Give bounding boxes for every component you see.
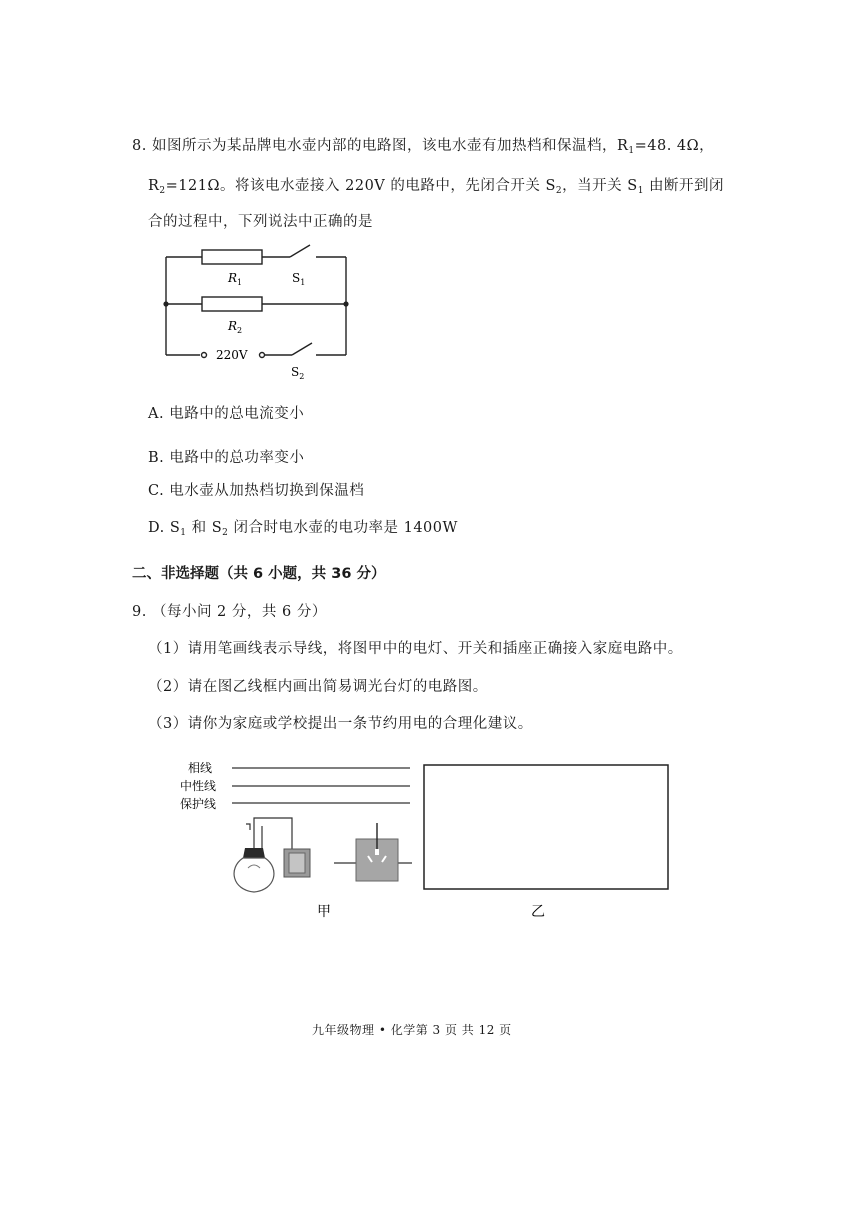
q8-line-1-text: 8. 如图所示为某品牌电水壶内部的电路图，该电水壶有加热档和保温档，R [132, 138, 629, 154]
power-socket-icon [334, 823, 412, 881]
q8-line-2-text-c: 由断开到闭 [643, 178, 725, 194]
q8-line-3-text: 合的过程中，下列说法中正确的是 [148, 214, 373, 230]
section-2-title [132, 562, 385, 583]
q8-line-1 [132, 134, 714, 156]
junction-left [163, 301, 168, 306]
voltage-label: 220V [216, 348, 248, 362]
q8-option-d-text-c: 闭合时电水壶的电功率是 1400W [228, 520, 458, 536]
q8-option-b-text: B. 电路中的总功率变小 [148, 450, 305, 466]
q8-option-a [148, 402, 304, 423]
q8-line-3 [148, 210, 373, 231]
page-footer [312, 1021, 512, 1038]
q9-header-text: 9. （每小问 2 分，共 6 分） [132, 604, 327, 620]
s2-switch [292, 343, 312, 355]
page-footer-text: 九年级物理 • 化学第 3 页 共 12 页 [312, 1023, 512, 1037]
q9-part-3-text: （3）请你为家庭或学校提出一条节约用电的合理化建议。 [148, 716, 533, 732]
q9-part-3 [148, 712, 533, 733]
s2-label: $S_2$ [291, 365, 305, 381]
q8-r1-sub: 1 [628, 146, 635, 156]
label-jia: 甲 [317, 904, 331, 920]
q8-option-d [148, 516, 458, 538]
q8-s1-sub: 1 [637, 186, 644, 196]
figure-yi-box [424, 765, 668, 889]
q8-s2-sub: 2 [555, 186, 563, 196]
q8-line-2-text: =121Ω。将该电水壶接入 220V 的电路中，先闭合开关 S [165, 178, 556, 194]
r1-resistor [202, 250, 262, 264]
q8-line-2 [148, 174, 724, 196]
terminal-right [260, 353, 265, 358]
q8-option-d-text: D. S [148, 520, 181, 536]
q8-option-d-sub1: 1 [180, 528, 187, 538]
q8-option-a-text: A. 电路中的总电流变小 [148, 406, 305, 422]
label-yi: 乙 [531, 904, 545, 920]
junction-right [343, 301, 348, 306]
r1-label: $R_1$ [228, 271, 243, 287]
q8-option-d-text-b: 和 S [186, 520, 223, 536]
live-wire-label: 相线 [188, 761, 213, 775]
ground-wire-label: 保护线 [180, 797, 217, 811]
q8-r1-value: =48. 4Ω， [634, 138, 715, 154]
q8-option-b [148, 446, 304, 467]
q9-figure [170, 752, 680, 924]
section-2-title-text: 二、非选择题（共 6 小题，共 36 分） [132, 566, 386, 582]
q8-option-d-sub2: 2 [222, 528, 229, 538]
q8-r2-symbol: R [148, 178, 160, 194]
neutral-wire-label: 中性线 [180, 779, 217, 793]
q9-header [132, 600, 327, 621]
terminal-left [202, 353, 207, 358]
s1-label: $S_1$ [292, 271, 306, 287]
q8-r2-sub: 2 [159, 186, 166, 196]
q8-circuit-diagram [150, 238, 370, 388]
s1-switch [290, 245, 310, 257]
q9-part-1 [148, 637, 683, 658]
q8-option-c-text: C. 电水壶从加热档切换到保温档 [148, 483, 365, 499]
r2-resistor [202, 297, 262, 311]
q9-part-1-text: （1）请用笔画线表示导线，将图甲中的电灯、开关和插座正确接入家庭电路中。 [148, 641, 683, 657]
q8-option-c [148, 479, 364, 500]
light-bulb-icon [234, 818, 274, 892]
r2-label: $R_2$ [228, 319, 243, 335]
q8-line-2-text-b: ，当开关 S [562, 178, 638, 194]
q9-part-2 [148, 675, 488, 696]
q9-part-2-text: （2）请在图乙线框内画出简易调光台灯的电路图。 [148, 679, 488, 695]
